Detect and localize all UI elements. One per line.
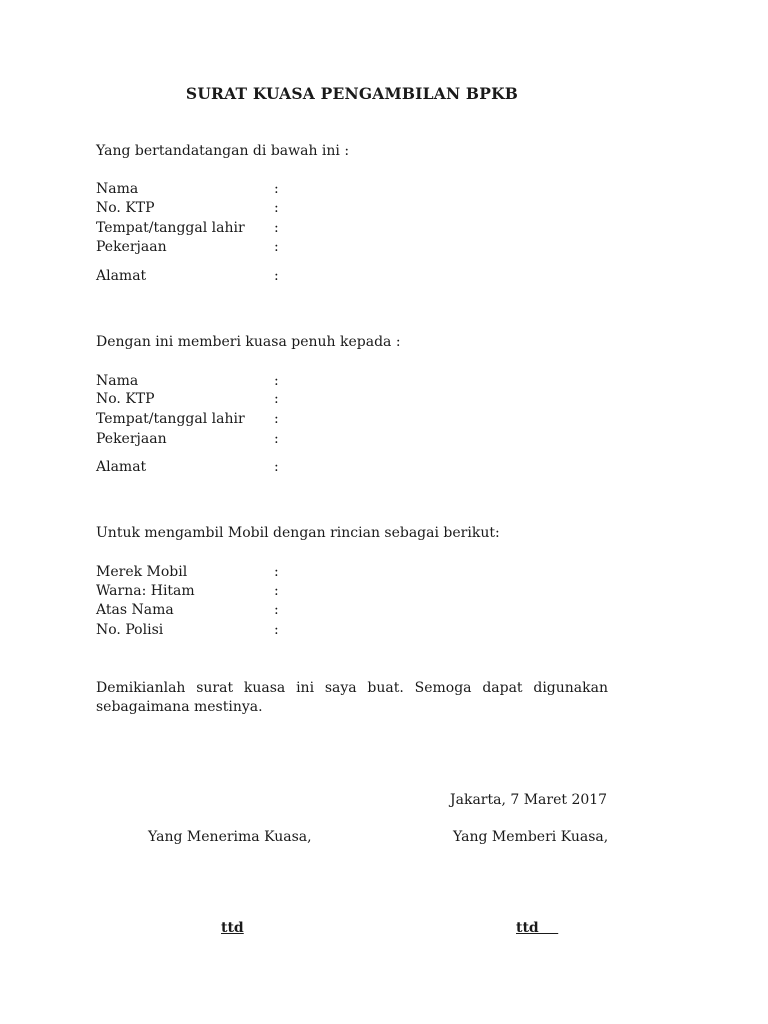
field-label: Alamat [96,268,147,284]
grantee-field-ktp [96,390,279,409]
document-title: SURAT KUASA PENGAMBILAN BPKB [185,84,519,103]
field-colon: : [274,583,279,599]
grantee-field-name [96,372,279,391]
grantee-intro: Dengan ini memberi kuasa penuh kepada : [96,334,401,350]
grantor-field-occupation [96,238,279,257]
field-label: Pekerjaan [96,239,167,255]
field-label: No. Polisi [96,622,164,638]
grantor-intro: Yang bertandatangan di bawah ini : [96,143,350,159]
field-colon: : [274,622,279,638]
grantor-field-birth [96,219,279,238]
field-label: Pekerjaan [96,431,167,447]
vehicle-field-brand [96,563,279,582]
field-label: No. KTP [96,391,155,407]
grantor-field-name [96,180,279,199]
field-colon: : [274,181,279,197]
field-colon: : [274,411,279,427]
vehicle-field-plate [96,621,279,640]
field-label: Warna: Hitam [96,583,195,599]
field-label: Merek Mobil [96,564,188,580]
grantee-field-address [96,458,279,477]
field-colon: : [274,602,279,618]
field-colon: : [274,220,279,236]
vehicle-intro: Untuk mengambil Mobil dengan rincian sebagai berikut: [96,525,500,541]
field-colon: : [274,200,279,216]
vehicle-field-owner [96,601,279,620]
field-label: No. KTP [96,200,155,216]
grantee-field-occupation [96,430,279,449]
field-colon: : [274,564,279,580]
grantor-field-ktp [96,199,279,218]
grantor-signature: ttd [516,920,559,936]
field-colon: : [274,239,279,255]
field-label: Nama [96,181,139,197]
field-label: Atas Nama [96,602,174,618]
field-label: Alamat [96,459,147,475]
field-label: Nama [96,373,139,389]
field-colon: : [274,431,279,447]
recipient-signature: ttd [221,920,244,936]
field-label: Tempat/tanggal lahir [96,411,245,427]
vehicle-field-color [96,582,279,601]
grantee-field-birth [96,410,279,429]
field-colon: : [274,459,279,475]
place-date: Jakarta, 7 Maret 2017 [450,792,608,808]
field-colon: : [274,373,279,389]
recipient-signature-title: Yang Menerima Kuasa, [148,829,312,845]
field-colon: : [274,391,279,407]
grantor-field-address [96,267,279,286]
field-colon: : [274,268,279,284]
field-label: Tempat/tanggal lahir [96,220,245,236]
closing-paragraph: Demikianlah surat kuasa ini saya buat. Semoga dapat digunakan sebagaimana mestinya. [96,680,608,715]
grantor-signature-title: Yang Memberi Kuasa, [453,829,609,845]
